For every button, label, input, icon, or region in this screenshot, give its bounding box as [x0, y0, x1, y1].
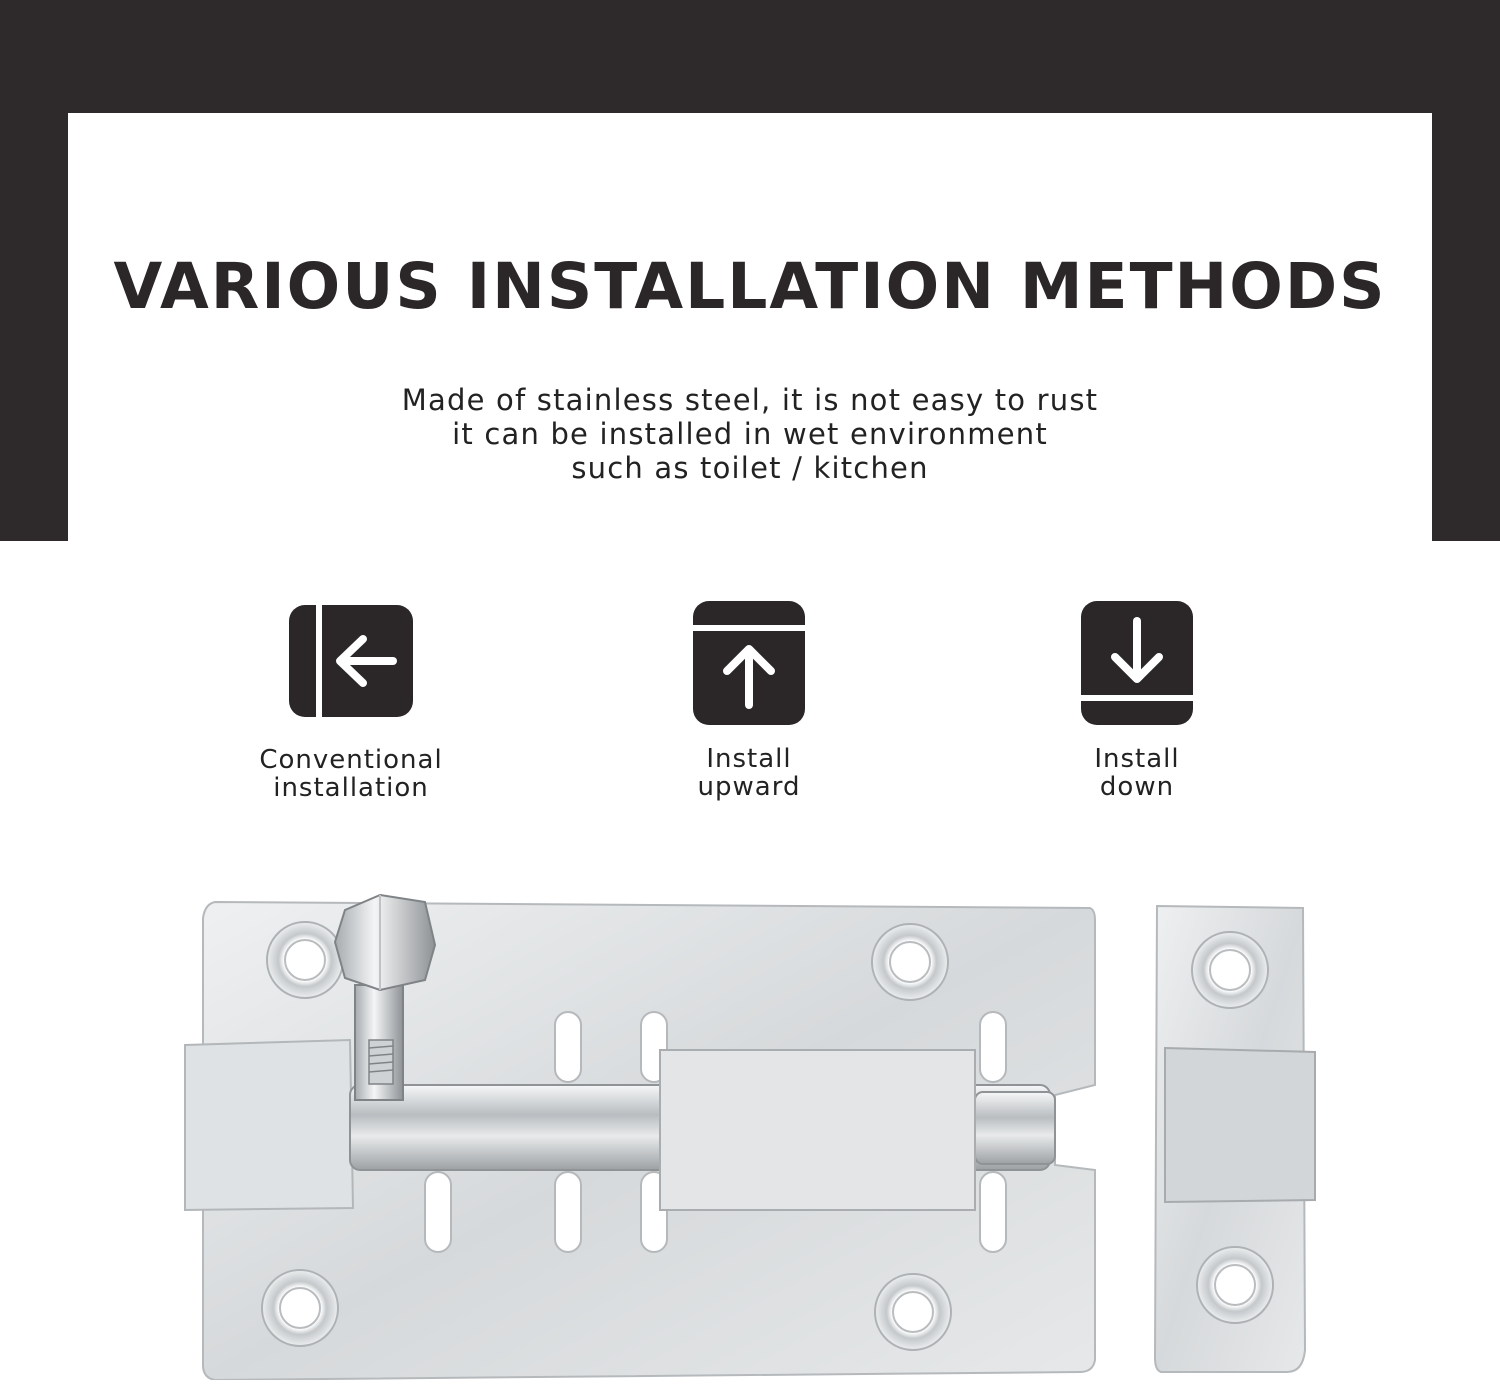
method-label: Install upward: [697, 744, 801, 802]
arrow-up-icon: [693, 601, 805, 725]
method-label: Conventional installation: [259, 745, 443, 803]
subtitle-line: it can be installed in wet environment: [452, 417, 1048, 451]
subtitle-line: Made of stainless steel, it is not easy to rust: [401, 383, 1099, 417]
banner-subtitle: [68, 383, 1432, 485]
page-title: VARIOUS INSTALLATION METHODS: [113, 250, 1387, 323]
barrel-bolt-illustration: [175, 880, 1325, 1380]
arrow-left-icon: [289, 605, 413, 717]
method-label: Install down: [1094, 744, 1180, 802]
method-install-upward: [599, 601, 899, 801]
banner-card: [68, 113, 1432, 553]
method-install-down: [987, 601, 1287, 801]
arrow-down-icon: [1081, 601, 1193, 725]
method-conventional: [201, 605, 501, 802]
subtitle-line: such as toilet / kitchen: [571, 451, 929, 485]
